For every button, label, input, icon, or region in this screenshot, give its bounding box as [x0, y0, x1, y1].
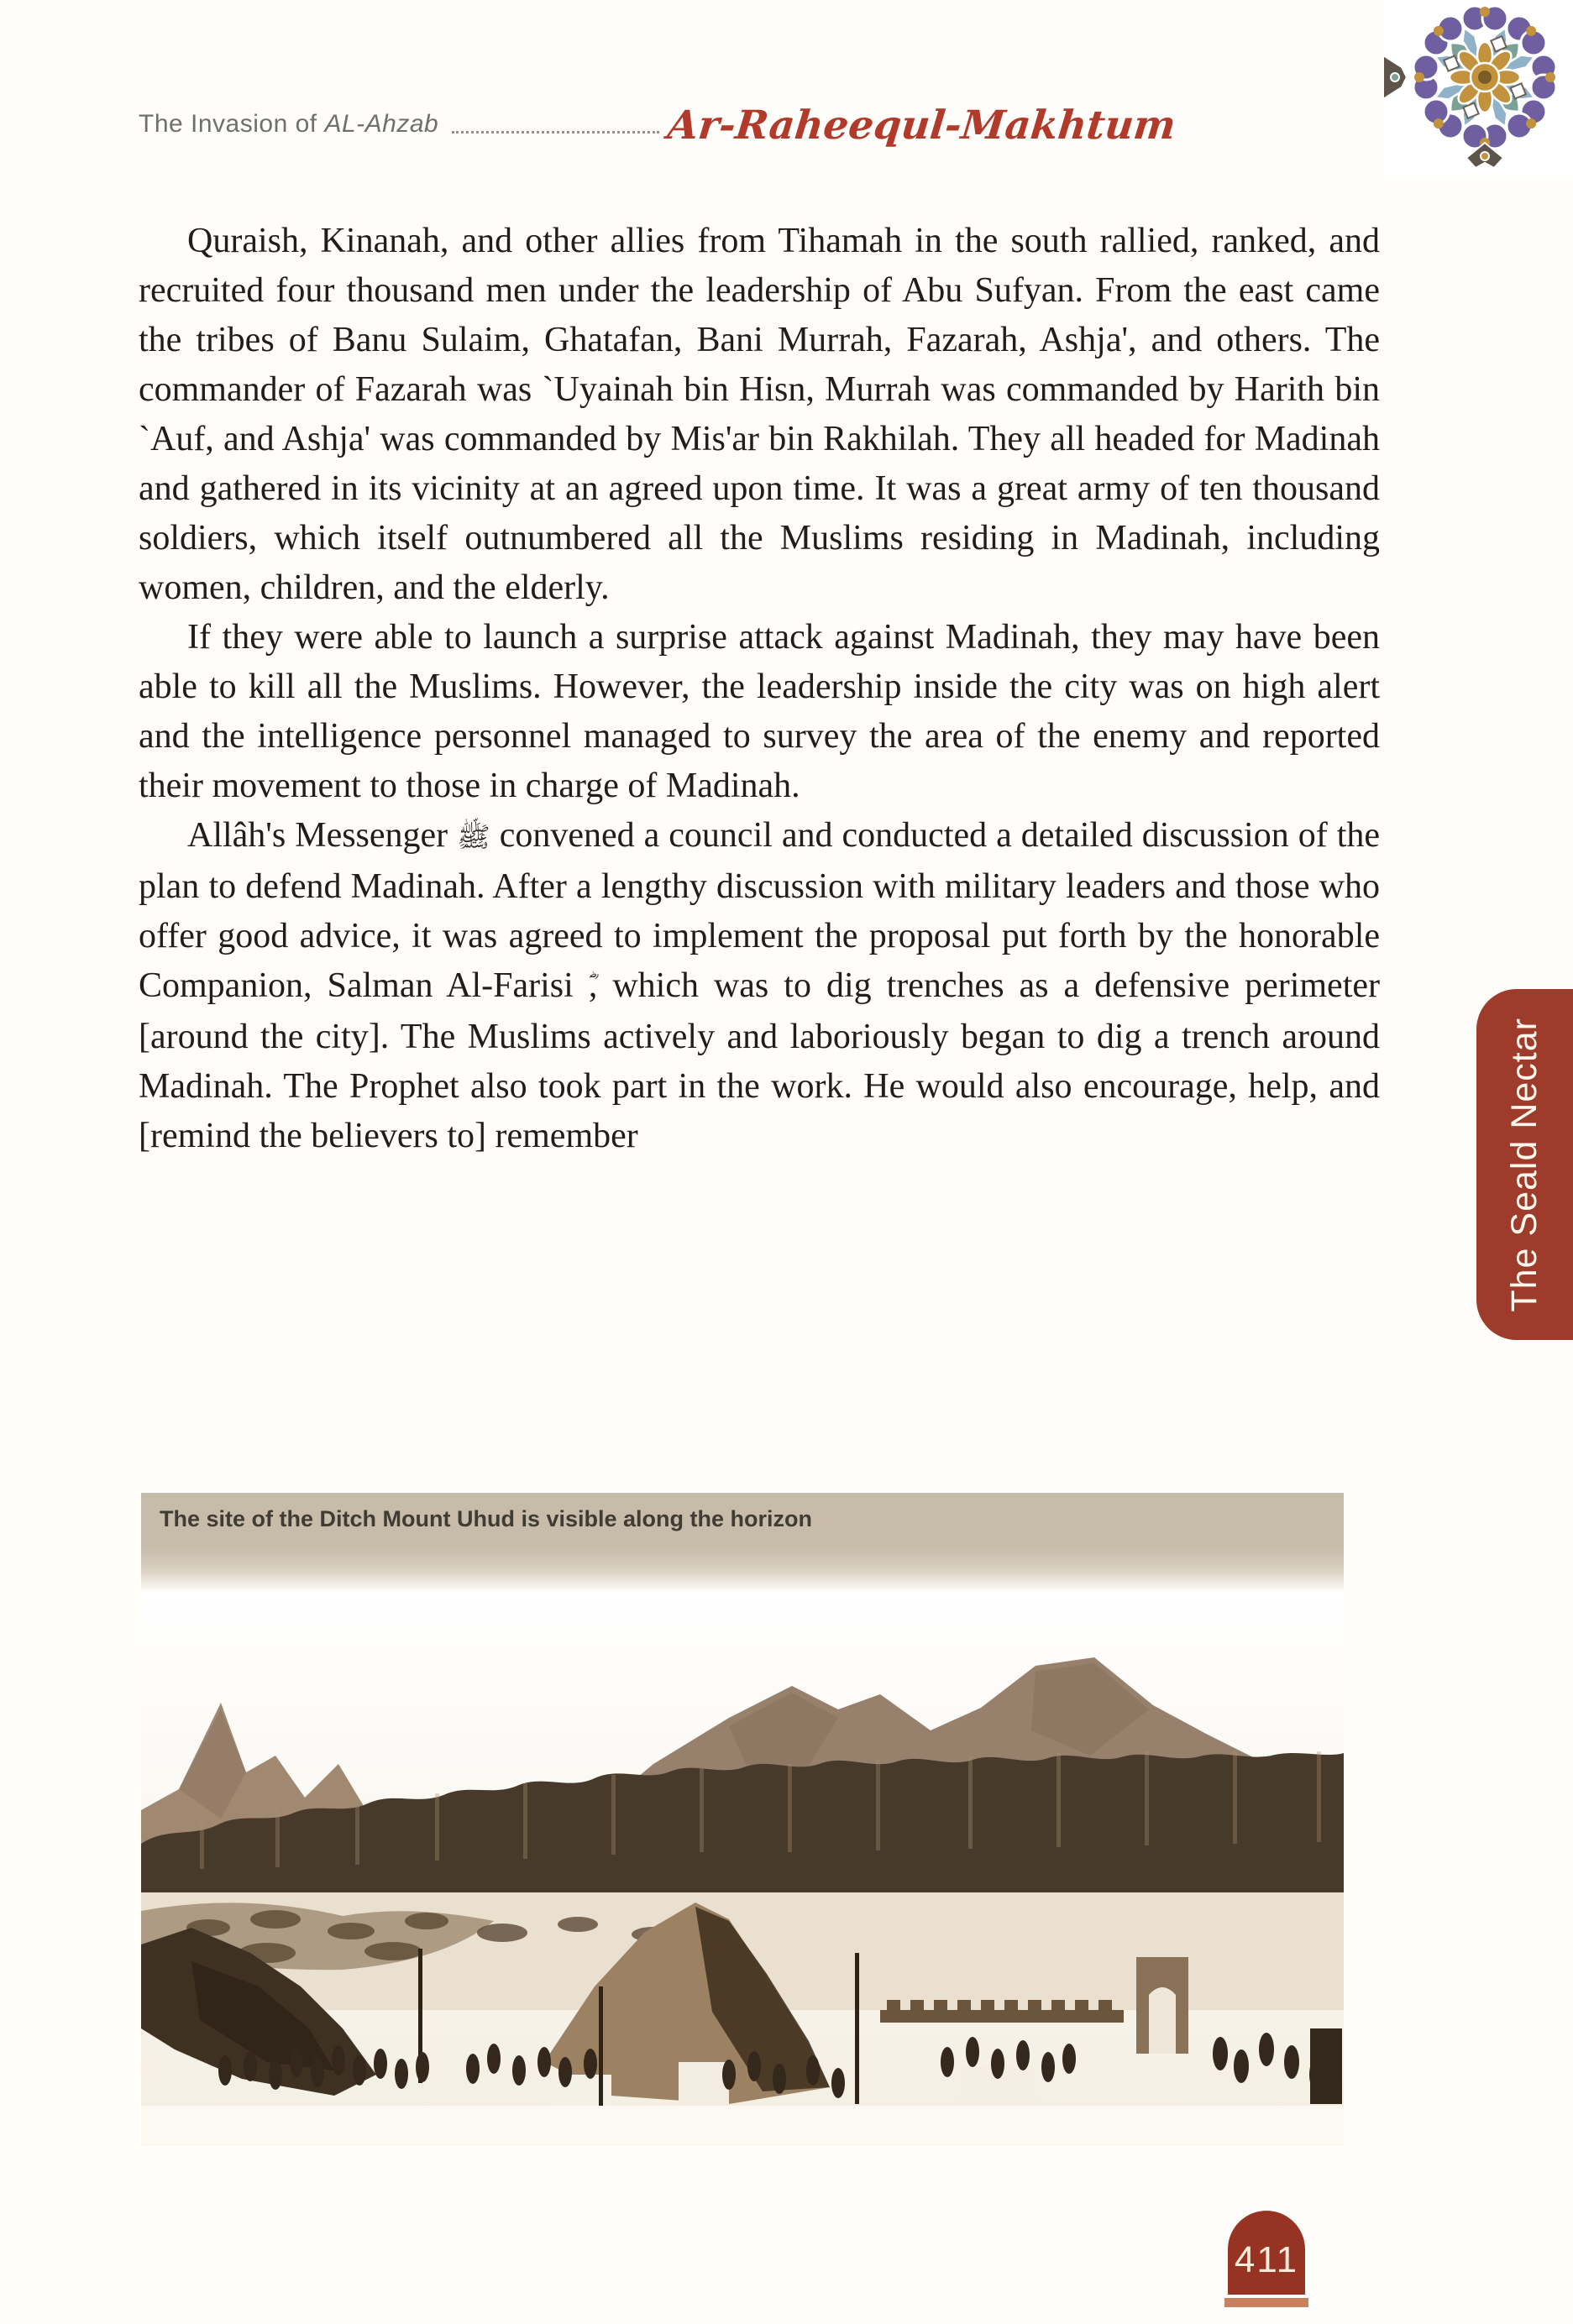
dotted-rule	[452, 131, 659, 133]
paragraph-1: Quraish, Kinanah, and other allies from Tihamah in the south rallied, ranked, and recruited four thousand men under the leadership of Abu Sufyan. From the east came the tribes of Banu Sulaim, Ghatafan, Bani Murrah, Fazarah, Ashja', and others. The commander of Fazarah was `Uyainah bin Hisn, Murrah was commanded by Harith bin `Auf, and Ashja' was commanded by Mis'ar bin Rakhilah. They all headed for Madinah and gathered in its vicinity at an agreed upon time. It was a great army of ten thousand soldiers, which itself outnumbered all the Muslims residing in Madinah, including women, children, and the elderly.	[139, 222, 1380, 607]
page-number-badge	[1228, 2211, 1305, 2295]
page-number-underline	[1224, 2298, 1308, 2307]
photo-caption: The site of the Ditch Mount Uhud is visible along the horizon	[160, 1506, 813, 1531]
paragraph-3-text: , which was to dig trenches as a defensive perimeter [around the city]. The Muslims actively and laboriously began to dig a trench around Madinah. The Prophet also took part in the work. He would also encourage, help, and [remind the believers to] remember	[139, 966, 1380, 1155]
side-tab-the-sealed-nectar	[1476, 989, 1573, 1340]
paragraph-3	[139, 811, 1380, 1161]
side-tab-label: The Seald Nectar	[1504, 1017, 1544, 1312]
paragraph-2: If they were able to launch a surprise attack against Madinah, they may have been able to kill all the Muslims. However, the leadership inside the city was on high alert and the intelligence personnel managed to survey the area of the enemy and reported their movement to those in charge of Madinah.	[139, 618, 1380, 805]
page-number: 411	[1234, 2239, 1299, 2280]
chapter-title	[139, 110, 438, 150]
paragraph-3-text: convened a council and conducted a detailed discussion of the plan to defend Madinah. After a lengthy discussion with military leaders and those who offer good advice, it was agreed to implement the proposal put forth by the honorable Companion, Salman Al-Farisi	[139, 816, 1381, 1005]
chapter-title-italic: AL-Ahzab	[324, 110, 439, 138]
islamic-geometric-rosette-ornament-icon	[1382, 0, 1573, 176]
paragraph-3-text: Allâh's Messenger	[187, 816, 458, 855]
figure-ditch-site-photo	[141, 1493, 1344, 2146]
running-head	[139, 102, 1176, 150]
photo-caption-bar	[141, 1493, 1344, 1592]
sepia-landscape-photo	[141, 1592, 1344, 2146]
honorific-sallallahu-alayhi-wasallam: ﷺ	[457, 821, 490, 853]
chapter-title-prefix: The Invasion of	[139, 110, 325, 138]
body-text	[139, 217, 1380, 1161]
book-title-calligraphy: Ar-Raheequl-Makhtum	[665, 102, 1178, 149]
